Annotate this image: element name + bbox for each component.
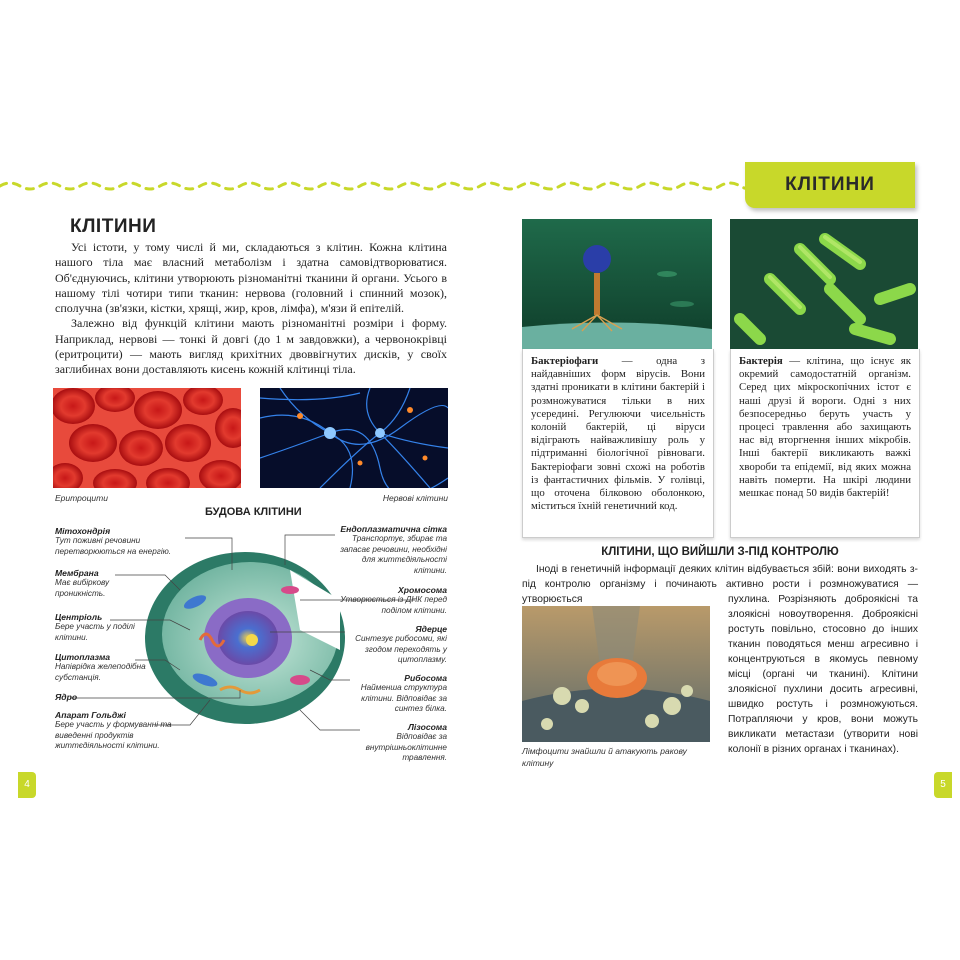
label-ribosome: Рибосома Найменша структура клітини. Відповідає за синтез білка.	[360, 673, 447, 713]
cancer-side-paragraph: пухлина. Розрізняють доброякісні та злоякісні новоутворення. Доброякісні ростуть повільно, стосовно до інших тканин поводяться менш агресивно і концентруються в якомусь певному місці (органі чи тканині). Клітини злоякісної пухлини досить агресивні, швидко ростуть і розмножуються. Потрапляючи у кров, вони можуть викликати метастази (утворити нові колонії в різних органах і тканинах).	[728, 594, 918, 755]
label-mitochondria: Мітохондрія Тут поживні речовини перетворюються на енергію.	[55, 526, 172, 556]
bacteriophage-text: — одна з найдавніших форм вірусів. Вони здатні проникати в клітини бактерій і розмножуватися тільки в них усередині. Регулюючи чисельність колоній бактерій, ці віруси відіграють найважливішу роль у підтриманні біологічної рівноваги. Бактеріофаги зовні схожі на роботів із фантастичних фільмів. У голівці, що оточена білковою оболонкою, міститься їхній генетичний код.	[531, 355, 705, 513]
section-tab	[745, 162, 915, 208]
intro-paragraph-2: Залежно від функцій клітини мають різноманітні розміри і форму. Наприклад, нервові — тонкі й довгі (до 1 м завдовжки), а червонокрівці (еритроцити) — мають вигляд крихітних двоввігнутих дисків, у своїх заглибинах вони доставляють кисень кожній клітинці тіла.	[55, 316, 447, 377]
bacteria-term: Бактерія	[739, 355, 783, 367]
bacteria-image	[730, 219, 918, 349]
nerve-cells-caption: Нервові клітини	[382, 493, 448, 503]
bacteria-text: — клітина, що існує як окремий самодостатній організм. Серед цих мікроскопічних істот є наші друзі й вороги. Одні з них безпосередньо беруть участь у процесі травлення або захищають нас від вторгнення інших мікробів. Інші бактерії викликають важкі хвороби та епідемії, від яких можна навіть померти. На шкірі людини мешкає понад 50 видів бактерій!	[739, 355, 911, 500]
label-nucleolus: Ядерце Синтезує рибосоми, які згодом переходять у цитоплазму.	[355, 624, 447, 664]
label-lysosome: Лізосома Відповідає за внутрішньоклітинне травлення.	[365, 722, 447, 762]
bacteria-box	[730, 349, 920, 538]
erythrocytes-caption: Еритроцити	[55, 493, 108, 503]
erythrocytes-image	[53, 388, 241, 488]
cancer-intro-paragraph: Іноді в генетичній інформації деяких клітин відбувається збій: вони виходять з-під контролю організму і починають активно рости і розмножуватися — утворюється	[522, 564, 918, 605]
label-golgi: Апарат Гольджі Бере участь у формуванні та виведенні продуктів життєдіяльності клітини.	[55, 710, 172, 750]
page-number-left: 4	[18, 772, 36, 798]
lymphocytes-image	[522, 606, 710, 742]
lymphocytes-caption: Лімфоцити знайшли й атакують ракову клітину	[522, 746, 687, 768]
intro-paragraph-1: Усі істоти, у тому числі й ми, складаються з клітин. Кожна клітина нашого тіла має власний метаболізм і здатна самовідтворюватися. Об'єднуючись, клітини утворюють різноманітні тканини й органи. Усього в нашому тілі чотири типи тканин: нервова (головний і спинний мозок), сполучна (зв'язки, кістки, хрящі, жир, кров, лімфа), м'язи й епітелій.	[55, 240, 447, 316]
page-title: КЛІТИНИ	[70, 216, 157, 237]
diagram-title: БУДОВА КЛІТИНИ	[205, 506, 302, 518]
section-tab-label: КЛІТИНИ	[785, 174, 875, 195]
label-chromosome: Хромосома Утворюється із ДНК перед поділом клітини.	[340, 585, 447, 615]
label-centriole: Центріоль Бере участь у поділі клітини.	[55, 612, 135, 642]
page-number-right: 5	[934, 772, 952, 798]
label-nucleus: Ядро	[55, 692, 78, 702]
section-title: КЛІТИНИ, ЩО ВИЙШЛИ З-ПІД КОНТРОЛЮ	[601, 546, 839, 558]
decorative-wavy-line	[0, 178, 745, 194]
bacteriophage-term: Бактеріофаги	[531, 355, 599, 367]
label-cytoplasm: Цитоплазма Напіврідка желеподібна субстанція.	[55, 652, 146, 682]
bacteriophage-image	[522, 219, 712, 349]
nerve-cells-image	[260, 388, 448, 488]
label-membrane: Мембрана Має вибіркову проникність.	[55, 568, 110, 598]
bacteriophage-box	[522, 349, 714, 538]
label-endoplasmic-reticulum: Ендоплазматична сітка Транспортує, збирає та запасає речовини, необхідні для життєдіяльності клітини.	[340, 524, 447, 575]
intro-text	[55, 240, 447, 378]
